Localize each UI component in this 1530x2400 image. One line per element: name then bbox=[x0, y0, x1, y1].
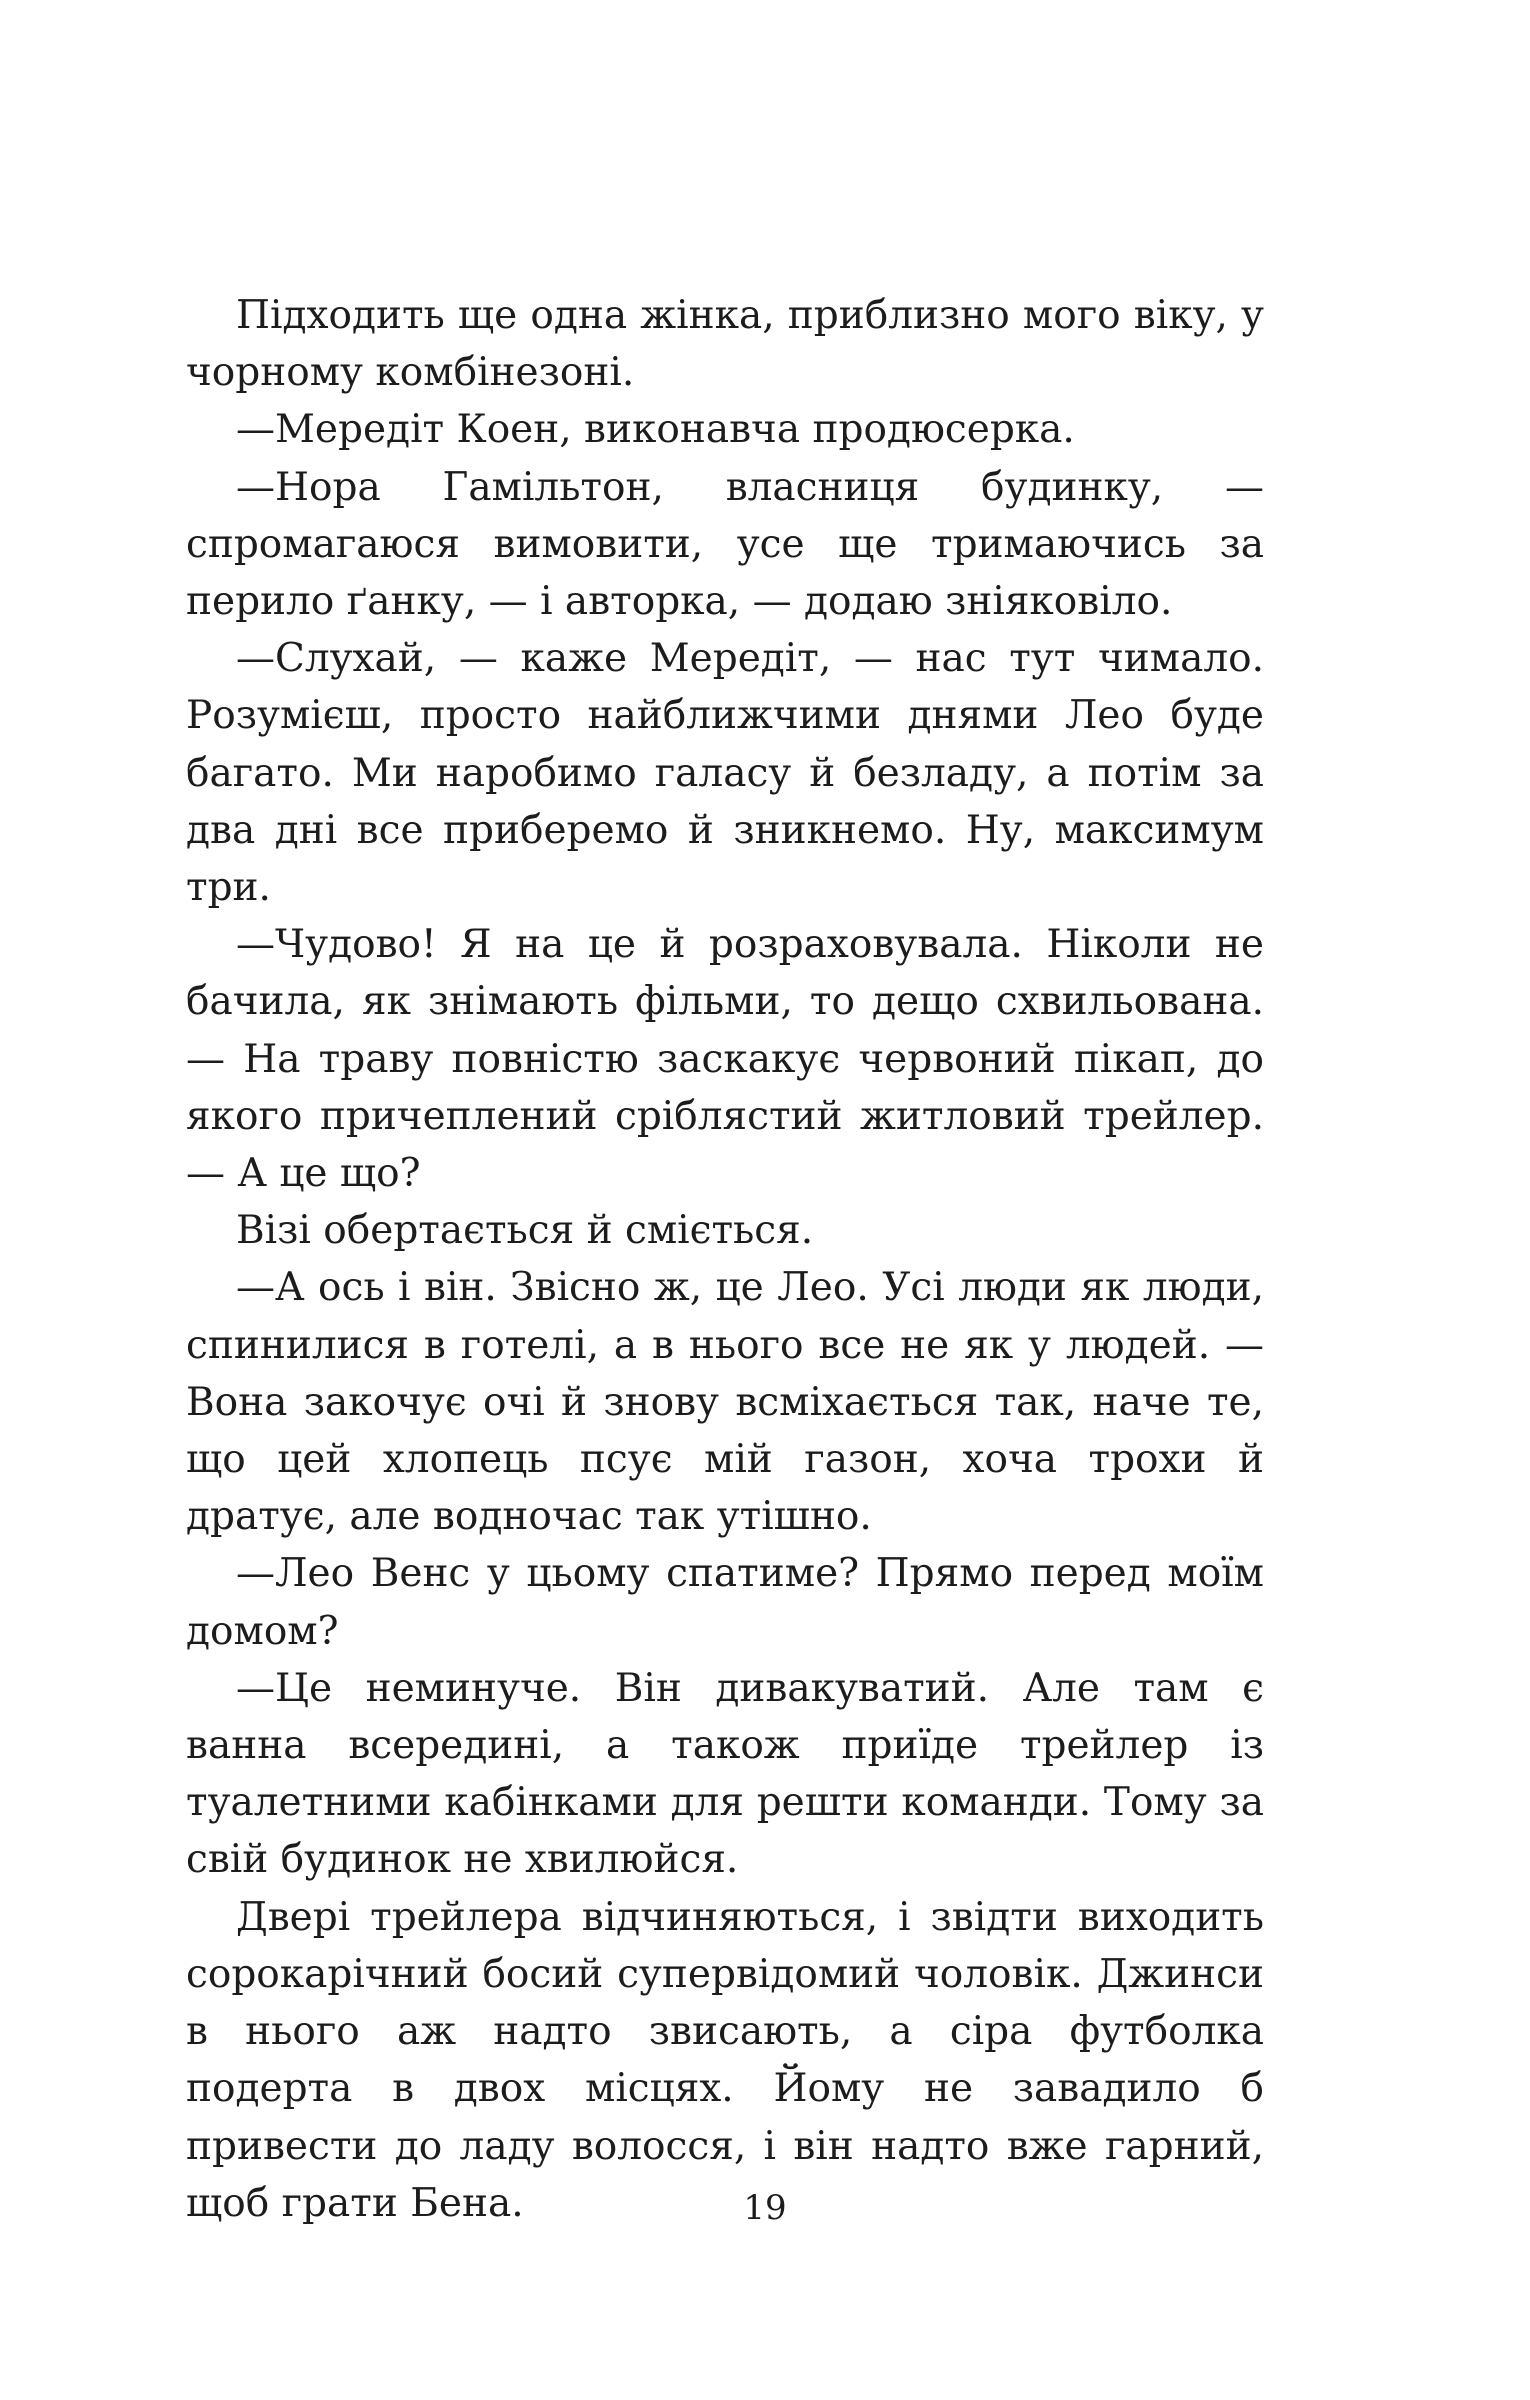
paragraph: Підходить ще одна жінка, приблизно мого віку, у чорному комбінезоні. bbox=[186, 293, 1264, 396]
paragraph: —Це неминуче. Він дивакуватий. Але там є ванна всередині, а також приїде трейлер із туалетними кабінками для решти команди. Тому за свій будинок не хвилюйся. bbox=[186, 1665, 1264, 1883]
paragraph: —Слухай, — каже Мередіт, — нас тут чимало. Розумієш, просто найближчими днями Лео буде багато. Ми наробимо галасу й безладу, а потім за два дні все приберемо й зникнемо. Ну, максимум три. bbox=[186, 636, 1264, 911]
paragraph: —Нора Гамільтон, власниця будинку, — спромагаюся вимовити, усе ще тримаючись за перило ґанку, — і авторка, — додаю зніяковіло. bbox=[186, 464, 1264, 625]
page-number: 19 bbox=[743, 2188, 787, 2228]
paragraph: —Лео Венс у цьому спатиме? Прямо перед моїм домом? bbox=[186, 1551, 1264, 1654]
paragraph: —Чудово! Я на це й розраховувала. Ніколи не бачила, як знімають фільми, то дещо схвильована. — На траву повністю заскакує червоний пікап, до якого причеплений сріблястий житловий трейлер. — А це що? bbox=[186, 922, 1264, 1197]
body-text bbox=[186, 287, 1264, 2232]
paragraph: Двері трейлера відчиняються, і звідти виходить сорокарічний босий супервідомий чоловік. Джинси в нього аж надто звисають, а сіра футболка подерта в двох місцях. Йому не завадило б привести до ладу волосся, і він надто вже гарний, щоб грати Бена. bbox=[186, 1894, 1264, 2226]
paragraph: Візі обертається й сміється. bbox=[236, 1208, 814, 1254]
paragraph: —Мередіт Коен, виконавча продюсерка. bbox=[236, 407, 1075, 453]
paragraph: —А ось і він. Звісно ж, це Лео. Усі люди як люди, спинилися в готелі, а в нього все не як у людей. — Вона закочує очі й знову всміхається так, наче те, що цей хлопець псує мій газон, хоча трохи й дратує, але водночас так утішно. bbox=[186, 1265, 1264, 1540]
